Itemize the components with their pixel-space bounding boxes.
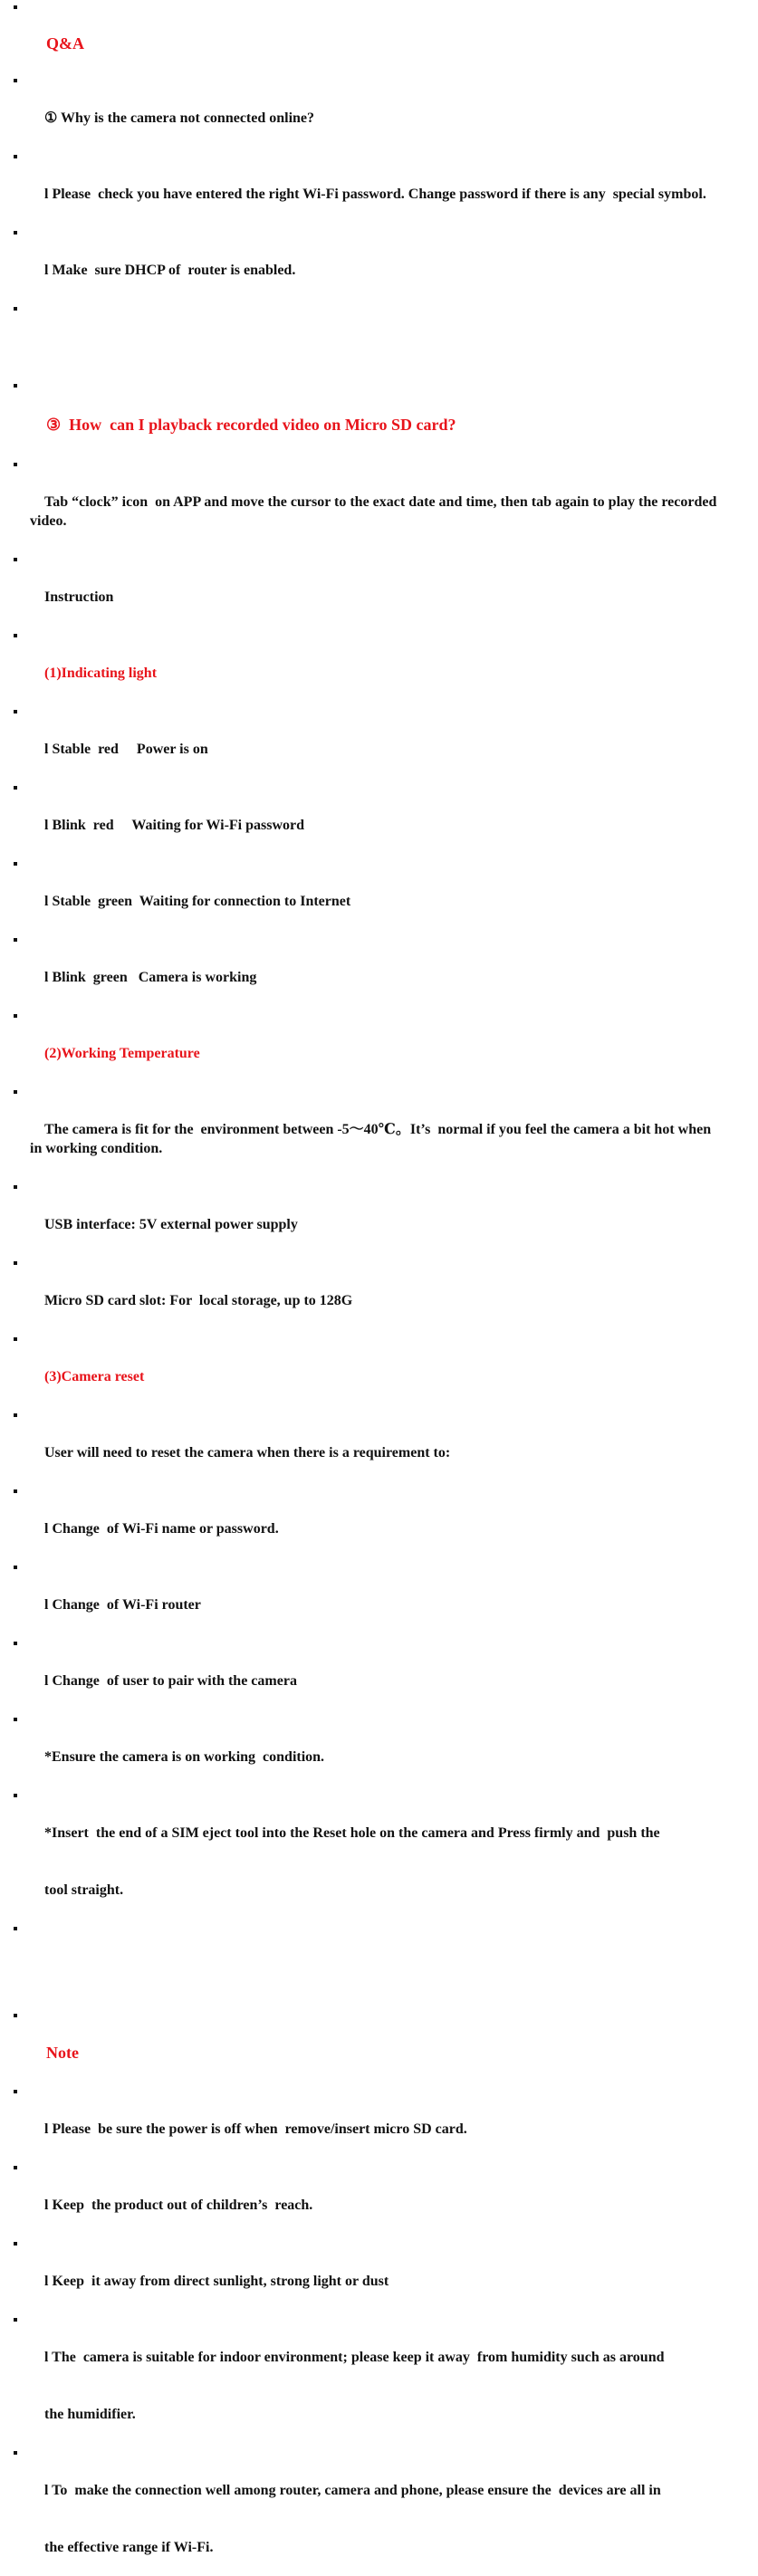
bullet-icon [14,5,17,9]
bullet-icon [14,1642,17,1645]
bullet-icon [14,1413,17,1417]
light-blink-green: l Blink green Camera is working [0,930,722,1006]
reset-item-wifi-name: l Change of Wi-Fi name or password. [0,1481,722,1557]
bullet-icon [14,1794,17,1797]
bullet-icon [14,1927,17,1930]
bullet-icon [14,79,17,82]
note-range-line-2: the effective range if Wi-Fi. [44,2540,214,2555]
bullet-icon [14,2451,17,2455]
note-title: Note [0,2006,722,2082]
bullet-icon [14,1261,17,1265]
note-range-line-1: l To make the connection well among router, camera and phone, please ensure the devices are all in [0,2443,722,2519]
bullet-icon [14,231,17,235]
bullet-icon [14,2242,17,2246]
qa-answer-2: Tab “clock” icon on APP and move the cursor to the exact date and time, then tab again to play the recorded video. [0,455,722,550]
reset-item-user: l Change of user to pair with the camera [0,1633,722,1709]
bullet-icon [14,307,17,311]
note-humidity-line-2: the humidifier. [44,2407,136,2422]
working-temperature-text: The camera is fit for the environment between -5～40℃。It’s normal if you feel the camera a bit hot when in working condition. [0,1082,722,1177]
camera-reset-intro: User will need to reset the camera when there is a requirement to: [0,1405,722,1481]
qa-answer-1-dhcp: l Make sure DHCP of router is enabled. [0,223,722,299]
bullet-icon [14,2090,17,2093]
note-humidity-line-1: l The camera is suitable for indoor environment; please keep it away from humidity such as around [0,2310,722,2386]
qa-question-1: ① Why is the camera not connected online? [0,71,722,147]
reset-insert-line-1: *Insert the end of a SIM eject tool into the Reset hole on the camera and Press firmly and push the [0,1786,722,1862]
bullet-icon [14,1014,17,1018]
bullet-icon [14,786,17,790]
note-power-off: l Please be sure the power is off when remove/insert micro SD card. [0,2082,722,2158]
bullet-icon [14,634,17,637]
bullet-icon [14,938,17,942]
reset-item-ensure: *Ensure the camera is on working condition. [0,1709,722,1786]
working-temperature-heading: (2)Working Temperature [0,1006,722,1082]
light-stable-red: l Stable red Power is on [0,702,722,778]
qa-question-2: ③ How can I playback recorded video on Micro SD card? [0,375,722,455]
bullet-icon [14,1090,17,1094]
qa-answer-1-password: l Please check you have entered the right Wi-Fi password. Change password if there is any special symbol. [0,147,722,223]
bullet-icon [14,558,17,561]
camera-reset-heading: (3)Camera reset [0,1329,722,1405]
reset-item-router: l Change of Wi-Fi router [0,1557,722,1633]
empty-line [0,1919,722,1995]
micro-sd-slot: Micro SD card slot: For local storage, up to 128G [0,1253,722,1329]
reset-insert-line-2: tool straight. [44,1882,124,1898]
bullet-icon [14,1489,17,1493]
bullet-icon [14,463,17,466]
bullet-icon [14,384,17,388]
bullet-icon [14,2318,17,2322]
bullet-icon [14,1718,17,1721]
bullet-icon [14,2014,17,2017]
bullet-icon [14,2166,17,2169]
note-sunlight: l Keep it away from direct sunlight, strong light or dust [0,2234,722,2310]
light-stable-green: l Stable green Waiting for connection to Internet [0,854,722,930]
qa-title [0,0,722,71]
instruction-title: Instruction [0,550,722,626]
bullet-icon [14,155,17,158]
empty-line [0,299,722,375]
bullet-icon [14,1566,17,1569]
indicating-light-heading: (1)Indicating light [0,626,722,702]
light-blink-red: l Blink red Waiting for Wi-Fi password [0,778,722,854]
qa-title-text: Q&A [46,34,84,53]
bullet-icon [14,1185,17,1189]
usb-interface: USB interface: 5V external power supply [0,1177,722,1253]
bullet-icon [14,710,17,713]
note-children: l Keep the product out of children’s reach. [0,2158,722,2234]
bullet-icon [14,862,17,866]
bullet-icon [14,1337,17,1341]
